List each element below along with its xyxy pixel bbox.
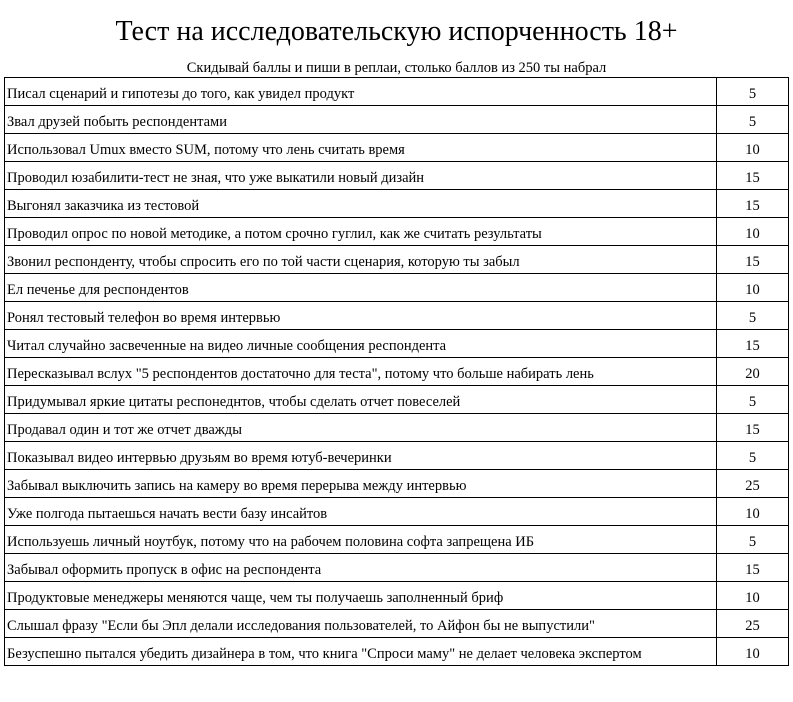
statement-cell: Ел печенье для респондентов [5,274,717,302]
table-row [5,106,789,134]
points-cell: 10 [717,498,789,526]
statement-cell: Звонил респонденту, чтобы спросить его по той части сценария, которую ты забыл [5,246,717,274]
points-cell: 20 [717,358,789,386]
table-row [5,134,789,162]
statement-cell: Использовал Umux вместо SUM, потому что лень считать время [5,134,717,162]
statement-cell: Выгонял заказчика из тестовой [5,190,717,218]
statement-cell: Показывал видео интервью друзьям во время ютуб-вечеринки [5,442,717,470]
statement-cell: Проводил опрос по новой методике, а потом срочно гуглил, как же считать результаты [5,218,717,246]
points-cell: 5 [717,442,789,470]
table-row [5,78,789,106]
statement-cell: Ронял тестовый телефон во время интервью [5,302,717,330]
points-cell: 10 [717,638,789,666]
statement-cell: Используешь личный ноутбук, потому что на рабочем половина софта запрещена ИБ [5,526,717,554]
table-row [5,526,789,554]
points-cell: 10 [717,218,789,246]
table-row [5,162,789,190]
table-row [5,498,789,526]
statement-cell: Писал сценарий и гипотезы до того, как увидел продукт [5,78,717,106]
statement-cell: Уже полгода пытаешься начать вести базу инсайтов [5,498,717,526]
table-row [5,358,789,386]
statement-cell: Забывал выключить запись на камеру во время перерыва между интервью [5,470,717,498]
table-row [5,582,789,610]
points-cell: 15 [717,554,789,582]
points-cell: 10 [717,134,789,162]
points-cell: 15 [717,190,789,218]
table-row [5,638,789,666]
table-row [5,414,789,442]
table-row [5,386,789,414]
points-cell: 10 [717,582,789,610]
page-subtitle: Скидывай баллы и пиши в реплаи, столько баллов из 250 ты набрал [186,60,607,76]
points-cell: 5 [717,386,789,414]
points-cell: 15 [717,414,789,442]
page-title: Тест на исследовательскую испорченность 18+ [115,16,678,47]
table-row [5,610,789,638]
points-cell: 15 [717,246,789,274]
points-cell: 15 [717,162,789,190]
points-cell: 5 [717,302,789,330]
statement-cell: Слышал фразу "Если бы Эпл делали исследования пользователей, то Айфон бы не выпустили" [5,610,717,638]
table-row [5,190,789,218]
score-table-body [5,78,789,666]
points-cell: 25 [717,470,789,498]
table-row [5,330,789,358]
table-row [5,470,789,498]
points-cell: 25 [717,610,789,638]
points-cell: 5 [717,526,789,554]
table-row [5,246,789,274]
statement-cell: Продуктовые менеджеры меняются чаще, чем ты получаешь заполненный бриф [5,582,717,610]
table-row [5,218,789,246]
points-cell: 5 [717,78,789,106]
statement-cell: Придумывал яркие цитаты респонеднтов, чтобы сделать отчет повеселей [5,386,717,414]
statement-cell: Читал случайно засвеченные на видео личные сообщения респондента [5,330,717,358]
statement-cell: Безуспешно пытался убедить дизайнера в том, что книга "Спроси маму" не делает человека экспертом [5,638,717,666]
score-table [4,77,789,666]
table-row [5,442,789,470]
points-cell: 10 [717,274,789,302]
table-row [5,274,789,302]
table-row [5,302,789,330]
statement-cell: Проводил юзабилити-тест не зная, что уже выкатили новый дизайн [5,162,717,190]
points-cell: 15 [717,330,789,358]
points-cell: 5 [717,106,789,134]
statement-cell: Звал друзей побыть респондентами [5,106,717,134]
statement-cell: Продавал один и тот же отчет дважды [5,414,717,442]
statement-cell: Забывал оформить пропуск в офис на респондента [5,554,717,582]
statement-cell: Пересказывал вслух "5 респондентов достаточно для теста", потому что больше набирать лень [5,358,717,386]
table-row [5,554,789,582]
